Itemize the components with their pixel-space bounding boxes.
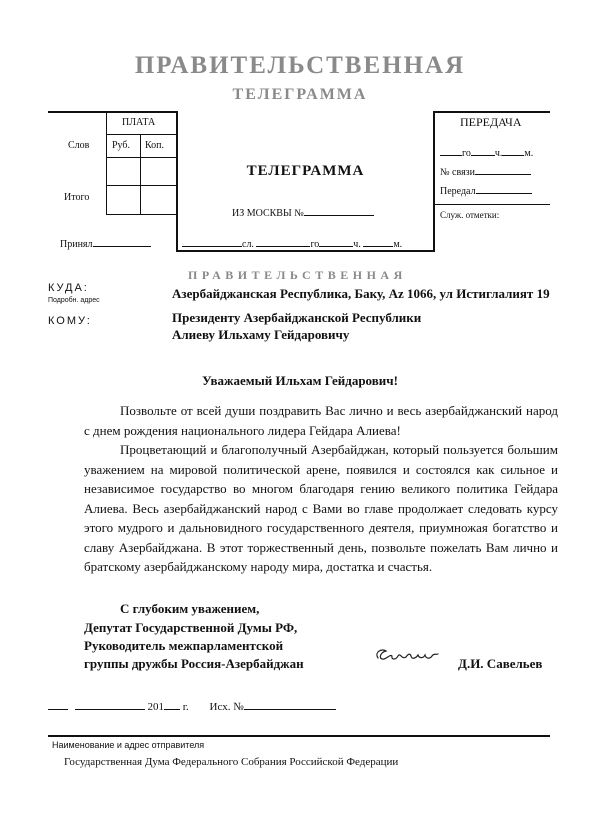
handwritten-signature — [368, 642, 442, 668]
kuda-sublabel: Подробн. адрес — [48, 297, 100, 304]
page-title: ПРАВИТЕЛЬСТВЕННАЯ — [134, 52, 466, 79]
sender-value: Государственная Дума Федерального Собрания Российской Федерации — [64, 756, 399, 768]
rub-label: Руб. — [112, 140, 131, 151]
sluzh-label: Служ. отметки: — [440, 210, 500, 220]
kuda-label: КУДА: — [48, 282, 89, 294]
closing: С глубоким уважением, — [120, 601, 260, 616]
komu-line-2: Алиеву Ильхаму Гейдаровичу — [172, 327, 350, 342]
page-subtitle: ТЕЛЕГРАММА — [232, 86, 368, 103]
from-moscow-line: ИЗ МОСКВЫ № — [232, 203, 374, 219]
komu-line-1: Президенту Азербайджанской Республики — [172, 310, 422, 325]
peredal-line: Передал — [440, 181, 532, 197]
peredacha-label: ПЕРЕДАЧА — [460, 115, 522, 129]
signer-name: Д.И. Савельев — [458, 656, 543, 671]
plata-label: ПЛАТА — [122, 117, 156, 128]
nomer-svyazi-line: № связи — [440, 162, 531, 178]
paragraph-2: Процветающий и благополучный Азербайджан, который пользуется большим уважением на мировой политической арене, появился и состоялся как сильное и независимое государство во многом благодаря гению великого политика Гейдара Алиева. Весь азербайджанский народ с Вами во главе продолжает следовать курсу этого мудрого и дальновидного государственного деятеля, приумножая богатство и славу Азербайджана. В этот торжественный день, позвольте пожелать Вам лично и братскому азербайджанскому народу мира, достатка и счастья. — [84, 442, 558, 574]
paragraph-1: Позвольте от всей души поздравить Вас лично и весь азербайджанский народ с днем рождения национального лидера Гейдара Алиева! — [84, 403, 558, 438]
salutation: Уважаемый Ильхам Гейдарович! — [202, 373, 398, 388]
itogo-label: Итого — [64, 192, 90, 203]
signer-title-3: группы дружбы Россия-Азербайджан — [84, 656, 304, 671]
komu-label: КОМУ: — [48, 315, 92, 327]
address-stamp: ПРАВИТЕЛЬСТВЕННАЯ — [188, 268, 407, 282]
signer-title-2: Руководитель межпарламентской — [84, 638, 284, 653]
signer-title-1: Депутат Государственной Думы РФ, — [84, 620, 298, 635]
kop-label: Коп. — [145, 140, 165, 151]
sender-label: Наименование и адрес отправителя — [52, 740, 205, 750]
center-bottom-line: сл. го ч. м. — [182, 234, 402, 250]
kuda-value: Азербайджанская Республика, Баку, Az 1066, ул Истиглалият 19 — [172, 286, 550, 301]
outgoing-line: 201 г. Исх. № — [48, 697, 336, 713]
prinyal-label: Принял — [60, 234, 151, 250]
telegram-title: ТЕЛЕГРАММА — [246, 163, 365, 179]
slov-label: Слов — [68, 140, 90, 151]
peredacha-time-line: го ч. м. — [440, 143, 533, 159]
